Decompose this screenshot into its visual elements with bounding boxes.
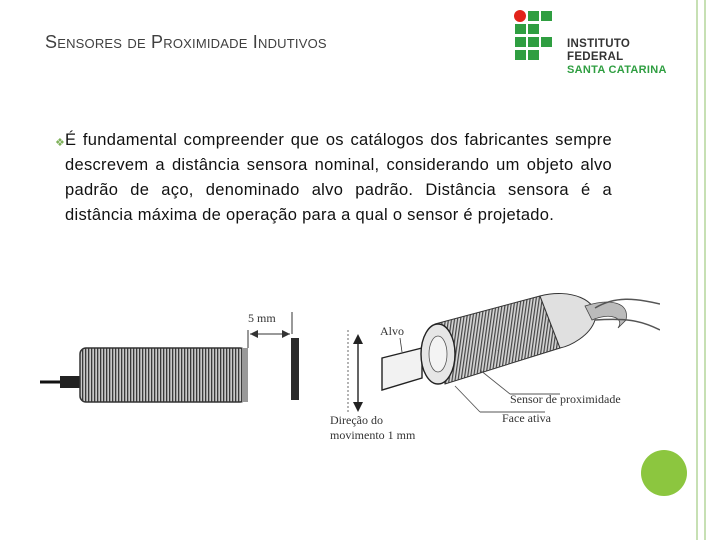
motion-label-2: movimento 1 mm — [330, 428, 416, 442]
face-label: Face ativa — [502, 411, 551, 425]
logo-line-1: INSTITUTO FEDERAL — [567, 38, 631, 63]
logo-grid-icon — [512, 8, 572, 68]
sensor-label: Sensor de proximidade — [510, 392, 621, 406]
frame-lines — [692, 0, 712, 540]
green-circle-decoration — [641, 450, 687, 496]
sensor-side-view — [40, 312, 299, 402]
target-label: Alvo — [380, 324, 404, 338]
sensor-diagram — [40, 290, 660, 450]
body-paragraph: É fundamental compreender que os catálogos dos fabricantes sempre descrevem a distância sensora nominal, considerando um objeto alvo padrão de aço, denominado alvo padrão. Distância sensora é a distância máxima de operação para a qual o sensor é projetado. — [65, 131, 612, 224]
logo-line-2: SANTA CATARINA — [567, 64, 667, 76]
distance-label: 5 mm — [248, 311, 276, 325]
motion-label-1: Direção do — [330, 413, 383, 427]
slide-title: Sensores de Proximidade Indutivos — [45, 32, 327, 52]
ifsc-logo — [512, 8, 687, 76]
diamond-bullet-icon: ❖ — [55, 137, 65, 149]
